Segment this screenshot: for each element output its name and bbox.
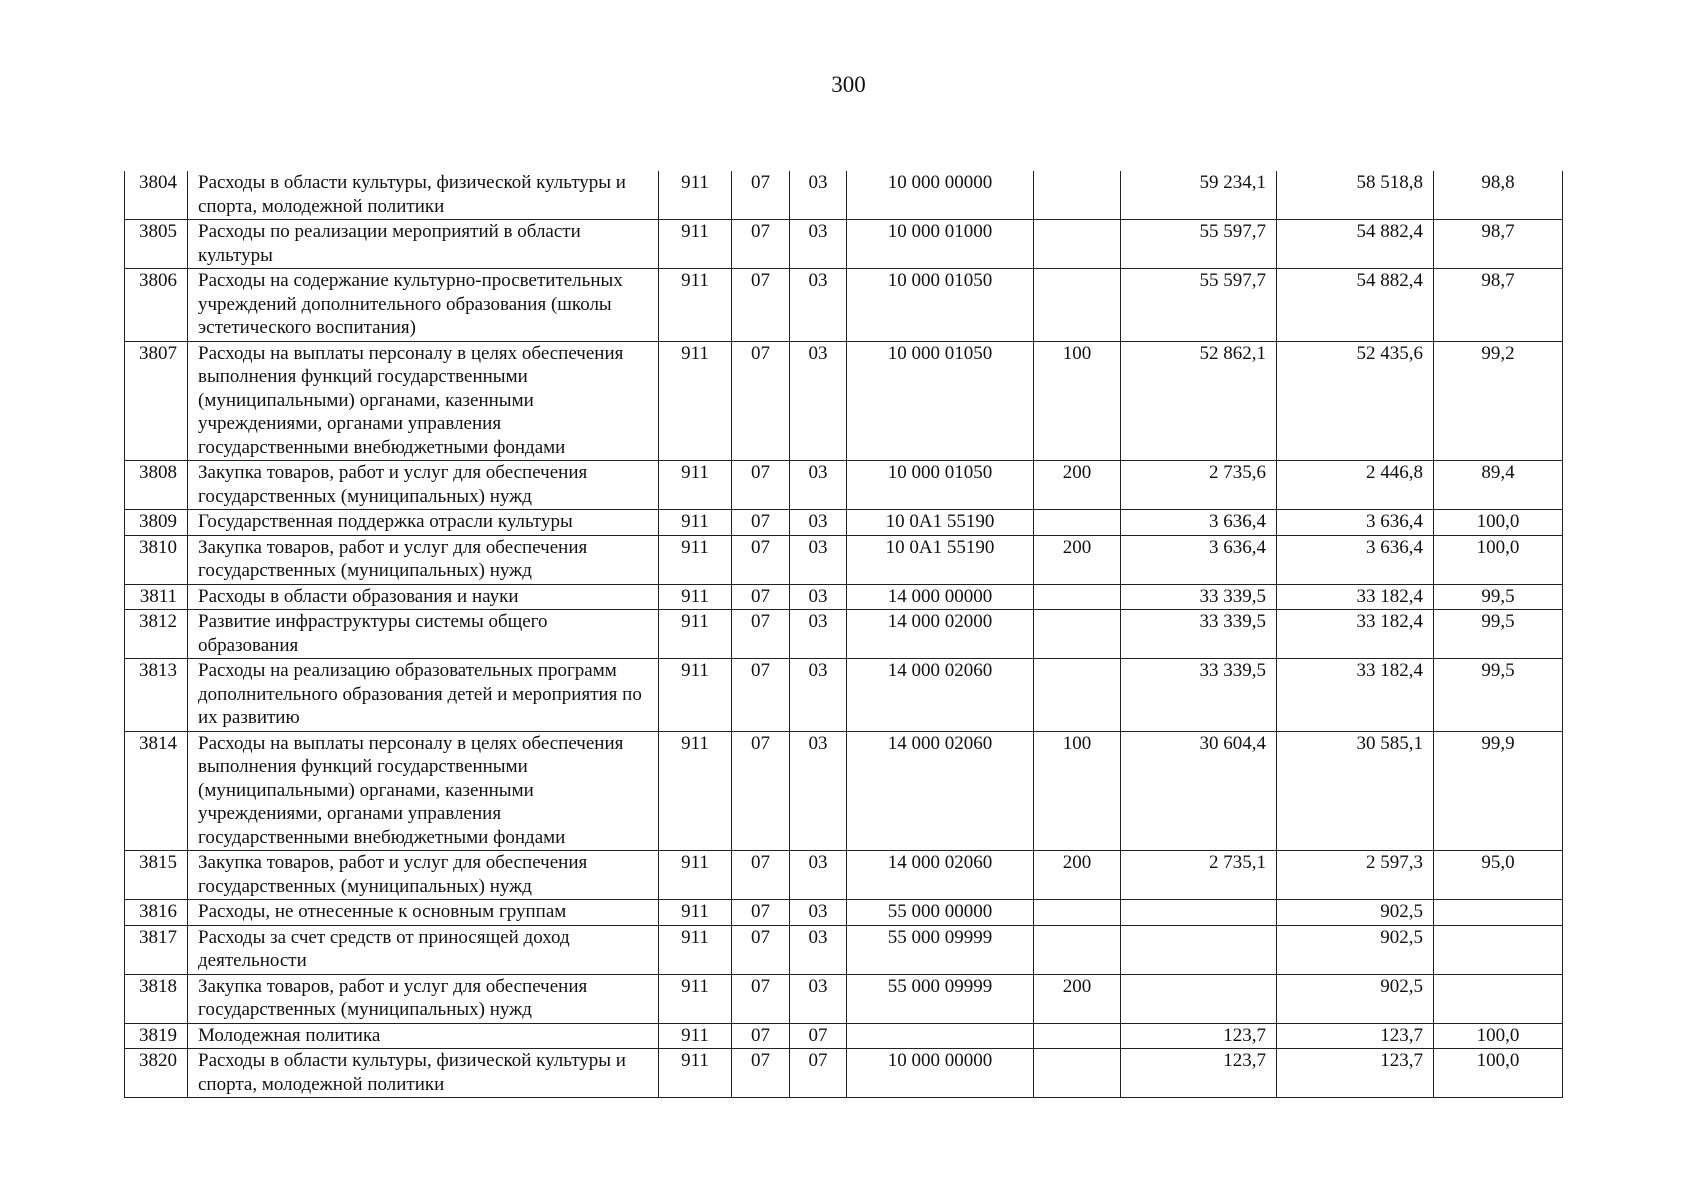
subsection-code-cell: 03 — [790, 220, 847, 269]
subsection-code-cell: 03 — [790, 584, 847, 610]
expense-type-cell — [1034, 925, 1121, 974]
subsection-code-cell: 03 — [790, 900, 847, 926]
table-row — [125, 851, 1563, 900]
table-row — [125, 269, 1563, 342]
page-number: 300 — [831, 72, 866, 97]
grbs-code-cell: 911 — [659, 974, 732, 1023]
actual-amount-cell: 2 597,3 — [1277, 851, 1434, 900]
section-code-cell: 07 — [732, 925, 790, 974]
row-number-cell: 3807 — [125, 341, 188, 461]
subsection-code-cell: 07 — [790, 1049, 847, 1098]
section-code-cell: 07 — [732, 171, 790, 220]
grbs-code-cell: 911 — [659, 925, 732, 974]
table-body — [125, 171, 1563, 1098]
expense-type-cell — [1034, 584, 1121, 610]
row-number-cell: 3810 — [125, 535, 188, 584]
section-code-cell: 07 — [732, 1049, 790, 1098]
subsection-code-cell: 03 — [790, 974, 847, 1023]
row-number-cell: 3813 — [125, 659, 188, 732]
actual-amount-cell: 54 882,4 — [1277, 269, 1434, 342]
target-article-cell: 55 000 00000 — [847, 900, 1034, 926]
table-row — [125, 220, 1563, 269]
row-number-cell: 3820 — [125, 1049, 188, 1098]
expense-type-cell: 100 — [1034, 731, 1121, 851]
target-article-cell: 10 000 01050 — [847, 269, 1034, 342]
actual-amount-cell: 902,5 — [1277, 925, 1434, 974]
planned-amount-cell: 33 339,5 — [1121, 584, 1277, 610]
row-number-cell: 3809 — [125, 510, 188, 536]
actual-amount-cell: 123,7 — [1277, 1023, 1434, 1049]
expense-type-cell — [1034, 1049, 1121, 1098]
actual-amount-cell: 3 636,4 — [1277, 535, 1434, 584]
section-code-cell: 07 — [732, 269, 790, 342]
percent-executed-cell: 98,7 — [1434, 220, 1563, 269]
target-article-cell: 14 000 02060 — [847, 659, 1034, 732]
percent-executed-cell: 99,5 — [1434, 584, 1563, 610]
row-number-cell: 3805 — [125, 220, 188, 269]
actual-amount-cell: 3 636,4 — [1277, 510, 1434, 536]
subsection-code-cell: 03 — [790, 461, 847, 510]
table-row — [125, 731, 1563, 851]
actual-amount-cell: 902,5 — [1277, 974, 1434, 1023]
target-article-cell: 10 000 01050 — [847, 461, 1034, 510]
target-article-cell: 10 000 00000 — [847, 171, 1034, 220]
expense-name-cell: Расходы в области культуры, физической культуры и спорта, молодежной политики — [188, 1049, 659, 1098]
table-row — [125, 535, 1563, 584]
target-article-cell: 10 000 00000 — [847, 1049, 1034, 1098]
percent-executed-cell: 100,0 — [1434, 1049, 1563, 1098]
expense-name-cell: Молодежная политика — [188, 1023, 659, 1049]
expense-type-cell — [1034, 900, 1121, 926]
planned-amount-cell: 55 597,7 — [1121, 220, 1277, 269]
section-code-cell: 07 — [732, 341, 790, 461]
expense-type-cell: 200 — [1034, 535, 1121, 584]
expense-type-cell — [1034, 610, 1121, 659]
target-article-cell — [847, 1023, 1034, 1049]
grbs-code-cell: 911 — [659, 220, 732, 269]
percent-executed-cell: 99,9 — [1434, 731, 1563, 851]
target-article-cell: 14 000 02060 — [847, 731, 1034, 851]
planned-amount-cell — [1121, 900, 1277, 926]
percent-executed-cell: 99,5 — [1434, 610, 1563, 659]
expense-type-cell — [1034, 220, 1121, 269]
expense-type-cell: 200 — [1034, 461, 1121, 510]
expense-name-cell: Государственная поддержка отрасли культуры — [188, 510, 659, 536]
expense-name-cell: Закупка товаров, работ и услуг для обеспечения государственных (муниципальных) нужд — [188, 851, 659, 900]
table-row — [125, 1023, 1563, 1049]
target-article-cell: 10 0А1 55190 — [847, 510, 1034, 536]
row-number-cell: 3818 — [125, 974, 188, 1023]
table-row — [125, 510, 1563, 536]
planned-amount-cell: 2 735,1 — [1121, 851, 1277, 900]
target-article-cell: 55 000 09999 — [847, 974, 1034, 1023]
expense-name-cell: Развитие инфраструктуры системы общего образования — [188, 610, 659, 659]
grbs-code-cell: 911 — [659, 610, 732, 659]
section-code-cell: 07 — [732, 1023, 790, 1049]
expense-type-cell — [1034, 659, 1121, 732]
actual-amount-cell: 58 518,8 — [1277, 171, 1434, 220]
grbs-code-cell: 911 — [659, 269, 732, 342]
section-code-cell: 07 — [732, 610, 790, 659]
section-code-cell: 07 — [732, 659, 790, 732]
percent-executed-cell — [1434, 900, 1563, 926]
grbs-code-cell: 911 — [659, 171, 732, 220]
table-row — [125, 584, 1563, 610]
planned-amount-cell: 3 636,4 — [1121, 535, 1277, 584]
actual-amount-cell: 33 182,4 — [1277, 584, 1434, 610]
section-code-cell: 07 — [732, 851, 790, 900]
expense-name-cell: Расходы за счет средств от приносящей доход деятельности — [188, 925, 659, 974]
actual-amount-cell: 2 446,8 — [1277, 461, 1434, 510]
section-code-cell: 07 — [732, 510, 790, 536]
section-code-cell: 07 — [732, 974, 790, 1023]
row-number-cell: 3812 — [125, 610, 188, 659]
actual-amount-cell: 123,7 — [1277, 1049, 1434, 1098]
expense-type-cell: 200 — [1034, 974, 1121, 1023]
target-article-cell: 55 000 09999 — [847, 925, 1034, 974]
percent-executed-cell: 100,0 — [1434, 1023, 1563, 1049]
planned-amount-cell: 55 597,7 — [1121, 269, 1277, 342]
row-number-cell: 3811 — [125, 584, 188, 610]
expense-name-cell: Закупка товаров, работ и услуг для обеспечения государственных (муниципальных) нужд — [188, 535, 659, 584]
subsection-code-cell: 03 — [790, 269, 847, 342]
expense-type-cell — [1034, 510, 1121, 536]
section-code-cell: 07 — [732, 584, 790, 610]
actual-amount-cell: 33 182,4 — [1277, 659, 1434, 732]
percent-executed-cell: 100,0 — [1434, 535, 1563, 584]
target-article-cell: 14 000 00000 — [847, 584, 1034, 610]
expense-name-cell: Расходы, не отнесенные к основным группам — [188, 900, 659, 926]
subsection-code-cell: 07 — [790, 1023, 847, 1049]
target-article-cell: 10 000 01000 — [847, 220, 1034, 269]
planned-amount-cell — [1121, 925, 1277, 974]
row-number-cell: 3815 — [125, 851, 188, 900]
expense-type-cell: 200 — [1034, 851, 1121, 900]
expense-type-cell — [1034, 269, 1121, 342]
section-code-cell: 07 — [732, 535, 790, 584]
grbs-code-cell: 911 — [659, 341, 732, 461]
subsection-code-cell: 03 — [790, 510, 847, 536]
planned-amount-cell: 30 604,4 — [1121, 731, 1277, 851]
row-number-cell: 3814 — [125, 731, 188, 851]
planned-amount-cell: 123,7 — [1121, 1023, 1277, 1049]
expense-type-cell: 100 — [1034, 341, 1121, 461]
row-number-cell: 3819 — [125, 1023, 188, 1049]
expense-type-cell — [1034, 1023, 1121, 1049]
expense-name-cell: Расходы по реализации мероприятий в области культуры — [188, 220, 659, 269]
grbs-code-cell: 911 — [659, 900, 732, 926]
expense-name-cell: Расходы в области культуры, физической культуры и спорта, молодежной политики — [188, 171, 659, 220]
section-code-cell: 07 — [732, 220, 790, 269]
percent-executed-cell: 95,0 — [1434, 851, 1563, 900]
planned-amount-cell: 3 636,4 — [1121, 510, 1277, 536]
expense-name-cell: Расходы в области образования и науки — [188, 584, 659, 610]
row-number-cell: 3804 — [125, 171, 188, 220]
section-code-cell: 07 — [732, 731, 790, 851]
expense-name-cell: Расходы на реализацию образовательных программ дополнительного образования детей и мероприятия по их развитию — [188, 659, 659, 732]
table-row — [125, 610, 1563, 659]
planned-amount-cell: 59 234,1 — [1121, 171, 1277, 220]
subsection-code-cell: 03 — [790, 925, 847, 974]
planned-amount-cell — [1121, 974, 1277, 1023]
grbs-code-cell: 911 — [659, 510, 732, 536]
percent-executed-cell: 98,8 — [1434, 171, 1563, 220]
subsection-code-cell: 03 — [790, 535, 847, 584]
subsection-code-cell: 03 — [790, 851, 847, 900]
actual-amount-cell: 30 585,1 — [1277, 731, 1434, 851]
planned-amount-cell: 123,7 — [1121, 1049, 1277, 1098]
grbs-code-cell: 911 — [659, 461, 732, 510]
target-article-cell: 14 000 02000 — [847, 610, 1034, 659]
row-number-cell: 3816 — [125, 900, 188, 926]
expense-name-cell: Расходы на выплаты персоналу в целях обеспечения выполнения функций государственными (муниципальными) органами, казенными учреждениями, органами управления государственными внебюджетными фондами — [188, 341, 659, 461]
actual-amount-cell: 902,5 — [1277, 900, 1434, 926]
actual-amount-cell: 33 182,4 — [1277, 610, 1434, 659]
target-article-cell: 10 0А1 55190 — [847, 535, 1034, 584]
table-row — [125, 925, 1563, 974]
actual-amount-cell: 54 882,4 — [1277, 220, 1434, 269]
section-code-cell: 07 — [732, 461, 790, 510]
planned-amount-cell: 2 735,6 — [1121, 461, 1277, 510]
row-number-cell: 3808 — [125, 461, 188, 510]
planned-amount-cell: 33 339,5 — [1121, 659, 1277, 732]
row-number-cell: 3806 — [125, 269, 188, 342]
percent-executed-cell: 99,5 — [1434, 659, 1563, 732]
budget-table — [124, 171, 1563, 1098]
table-row — [125, 171, 1563, 220]
expense-name-cell: Расходы на содержание культурно-просветительных учреждений дополнительного образования (школы эстетического воспитания) — [188, 269, 659, 342]
subsection-code-cell: 03 — [790, 341, 847, 461]
expense-type-cell — [1034, 171, 1121, 220]
percent-executed-cell — [1434, 925, 1563, 974]
grbs-code-cell: 911 — [659, 1023, 732, 1049]
table-row — [125, 974, 1563, 1023]
percent-executed-cell — [1434, 974, 1563, 1023]
table-row — [125, 900, 1563, 926]
percent-executed-cell: 100,0 — [1434, 510, 1563, 536]
percent-executed-cell: 99,2 — [1434, 341, 1563, 461]
expense-name-cell: Закупка товаров, работ и услуг для обеспечения государственных (муниципальных) нужд — [188, 974, 659, 1023]
subsection-code-cell: 03 — [790, 659, 847, 732]
table-row — [125, 659, 1563, 732]
percent-executed-cell: 89,4 — [1434, 461, 1563, 510]
expense-name-cell: Расходы на выплаты персоналу в целях обеспечения выполнения функций государственными (муниципальными) органами, казенными учреждениями, органами управления государственными внебюджетными фондами — [188, 731, 659, 851]
grbs-code-cell: 911 — [659, 1049, 732, 1098]
actual-amount-cell: 52 435,6 — [1277, 341, 1434, 461]
grbs-code-cell: 911 — [659, 731, 732, 851]
table-row — [125, 461, 1563, 510]
target-article-cell: 10 000 01050 — [847, 341, 1034, 461]
subsection-code-cell: 03 — [790, 610, 847, 659]
table-row — [125, 341, 1563, 461]
percent-executed-cell: 98,7 — [1434, 269, 1563, 342]
subsection-code-cell: 03 — [790, 731, 847, 851]
grbs-code-cell: 911 — [659, 659, 732, 732]
table-row — [125, 1049, 1563, 1098]
grbs-code-cell: 911 — [659, 535, 732, 584]
expense-name-cell: Закупка товаров, работ и услуг для обеспечения государственных (муниципальных) нужд — [188, 461, 659, 510]
row-number-cell: 3817 — [125, 925, 188, 974]
grbs-code-cell: 911 — [659, 851, 732, 900]
subsection-code-cell: 03 — [790, 171, 847, 220]
planned-amount-cell: 52 862,1 — [1121, 341, 1277, 461]
target-article-cell: 14 000 02060 — [847, 851, 1034, 900]
planned-amount-cell: 33 339,5 — [1121, 610, 1277, 659]
section-code-cell: 07 — [732, 900, 790, 926]
grbs-code-cell: 911 — [659, 584, 732, 610]
